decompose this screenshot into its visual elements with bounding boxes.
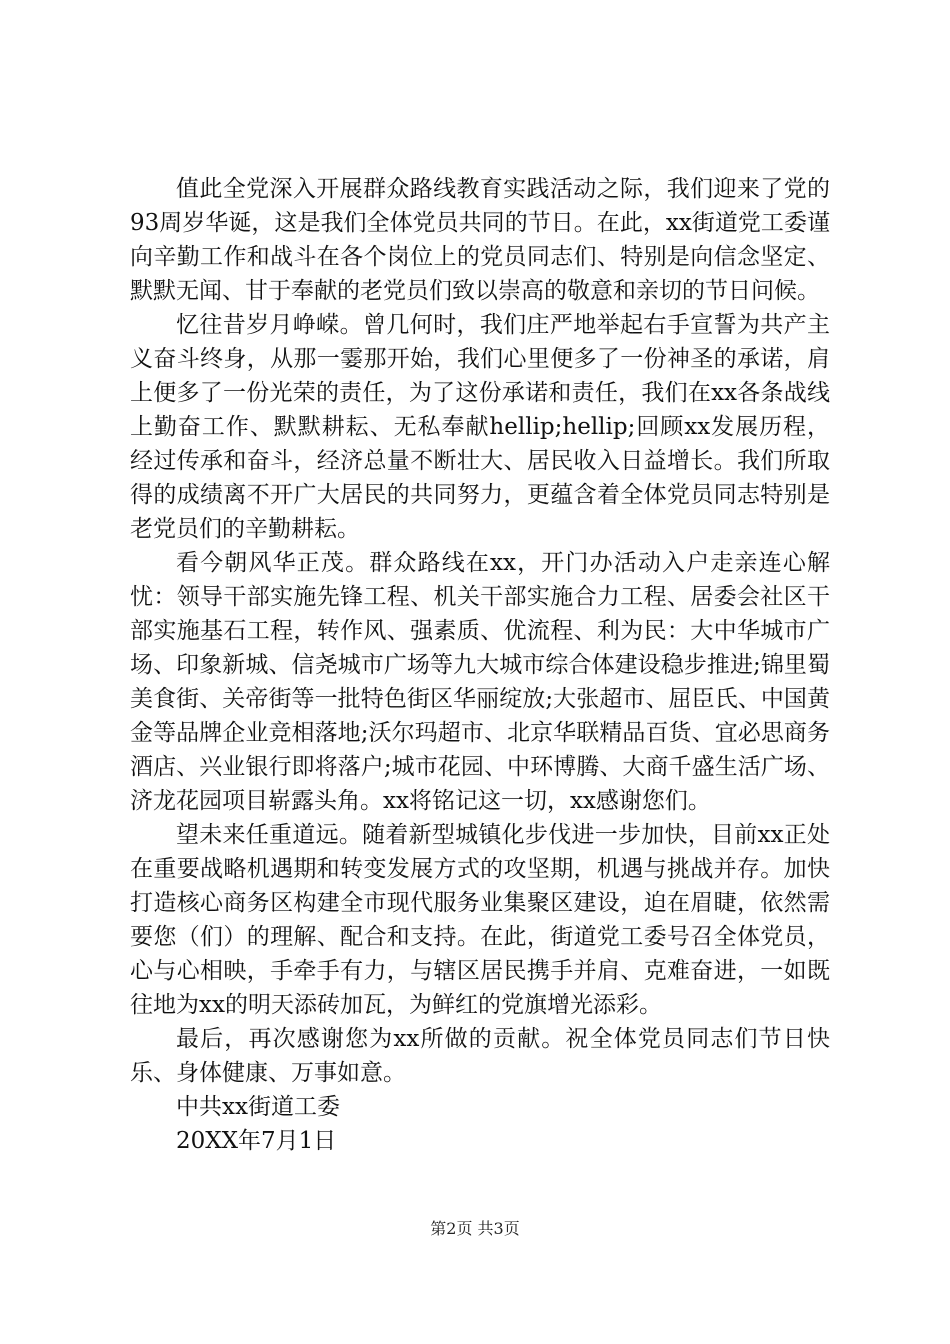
page-footer: 第2页 共3页 [430,1219,520,1238]
paragraph-past: 忆往昔岁月峥嵘。曾几何时，我们庄严地举起右手宣誓为共产主义奋斗终身，从那一霎那开始，我们心里便多了一份神圣的承诺，肩上便多了一份光荣的责任，为了这份承诺和责任，我们在xx各条战线上勤奋工作、默默耕耘、无私奉献hellip;hellip;回顾xx发展历程，经过传承和奋斗，经济总量不断壮大、居民收入日益增长。我们所取得的成绩离不开广大居民的共同努力，更蕴含着全体党员同志特别是老党员们的辛勤耕耘。 [130,312,830,542]
signature-date: 20XX年7月1日 [176,1128,337,1154]
document-body [130,172,830,1158]
paragraph-closing: 最后，再次感谢您为xx所做的贡献。祝全体党员同志们节日快乐、身体健康、万事如意。 [130,1026,830,1086]
paragraph-greeting: 值此全党深入开展群众路线教育实践活动之际，我们迎来了党的93周岁华诞，这是我们全体党员共同的节日。在此，xx街道党工委谨向辛勤工作和战斗在各个岗位上的党员同志们、特别是向信念坚定、默默无闻、甘于奉献的老党员们致以崇高的敬意和亲切的节日问候。 [130,176,830,304]
signature-organization: 中共xx街道工委 [176,1094,340,1120]
paragraph-future: 望未来任重道远。随着新型城镇化步伐进一步加快，目前xx正处在重要战略机遇期和转变发展方式的攻坚期，机遇与挑战并存。加快打造核心商务区构建全市现代服务业集聚区建设，迫在眉睫，依然需要您（们）的理解、配合和支持。在此，街道党工委号召全体党员，心与心相映，手牵手有力，与辖区居民携手并肩、克难奋进，一如既往地为xx的明天添砖加瓦，为鲜红的党旗增光添彩。 [130,822,830,1018]
paragraph-present: 看今朝风华正茂。群众路线在xx，开门办活动入户走亲连心解忧：领导干部实施先锋工程、机关干部实施合力工程、居委会社区干部实施基石工程，转作风、强素质、优流程、利为民：大中华城市广场、印象新城、信尧城市广场等九大城市综合体建设稳步推进;锦里蜀美食街、关帝街等一批特色街区华丽绽放;大张超市、屈臣氏、中国黄金等品牌企业竞相落地;沃尔玛超市、北京华联精品百货、宜必思商务酒店、兴业银行即将落户;城市花园、中环博腾、大商千盛生活广场、济龙花园项目崭露头角。xx将铭记这一切，xx感谢您们。 [130,550,830,814]
